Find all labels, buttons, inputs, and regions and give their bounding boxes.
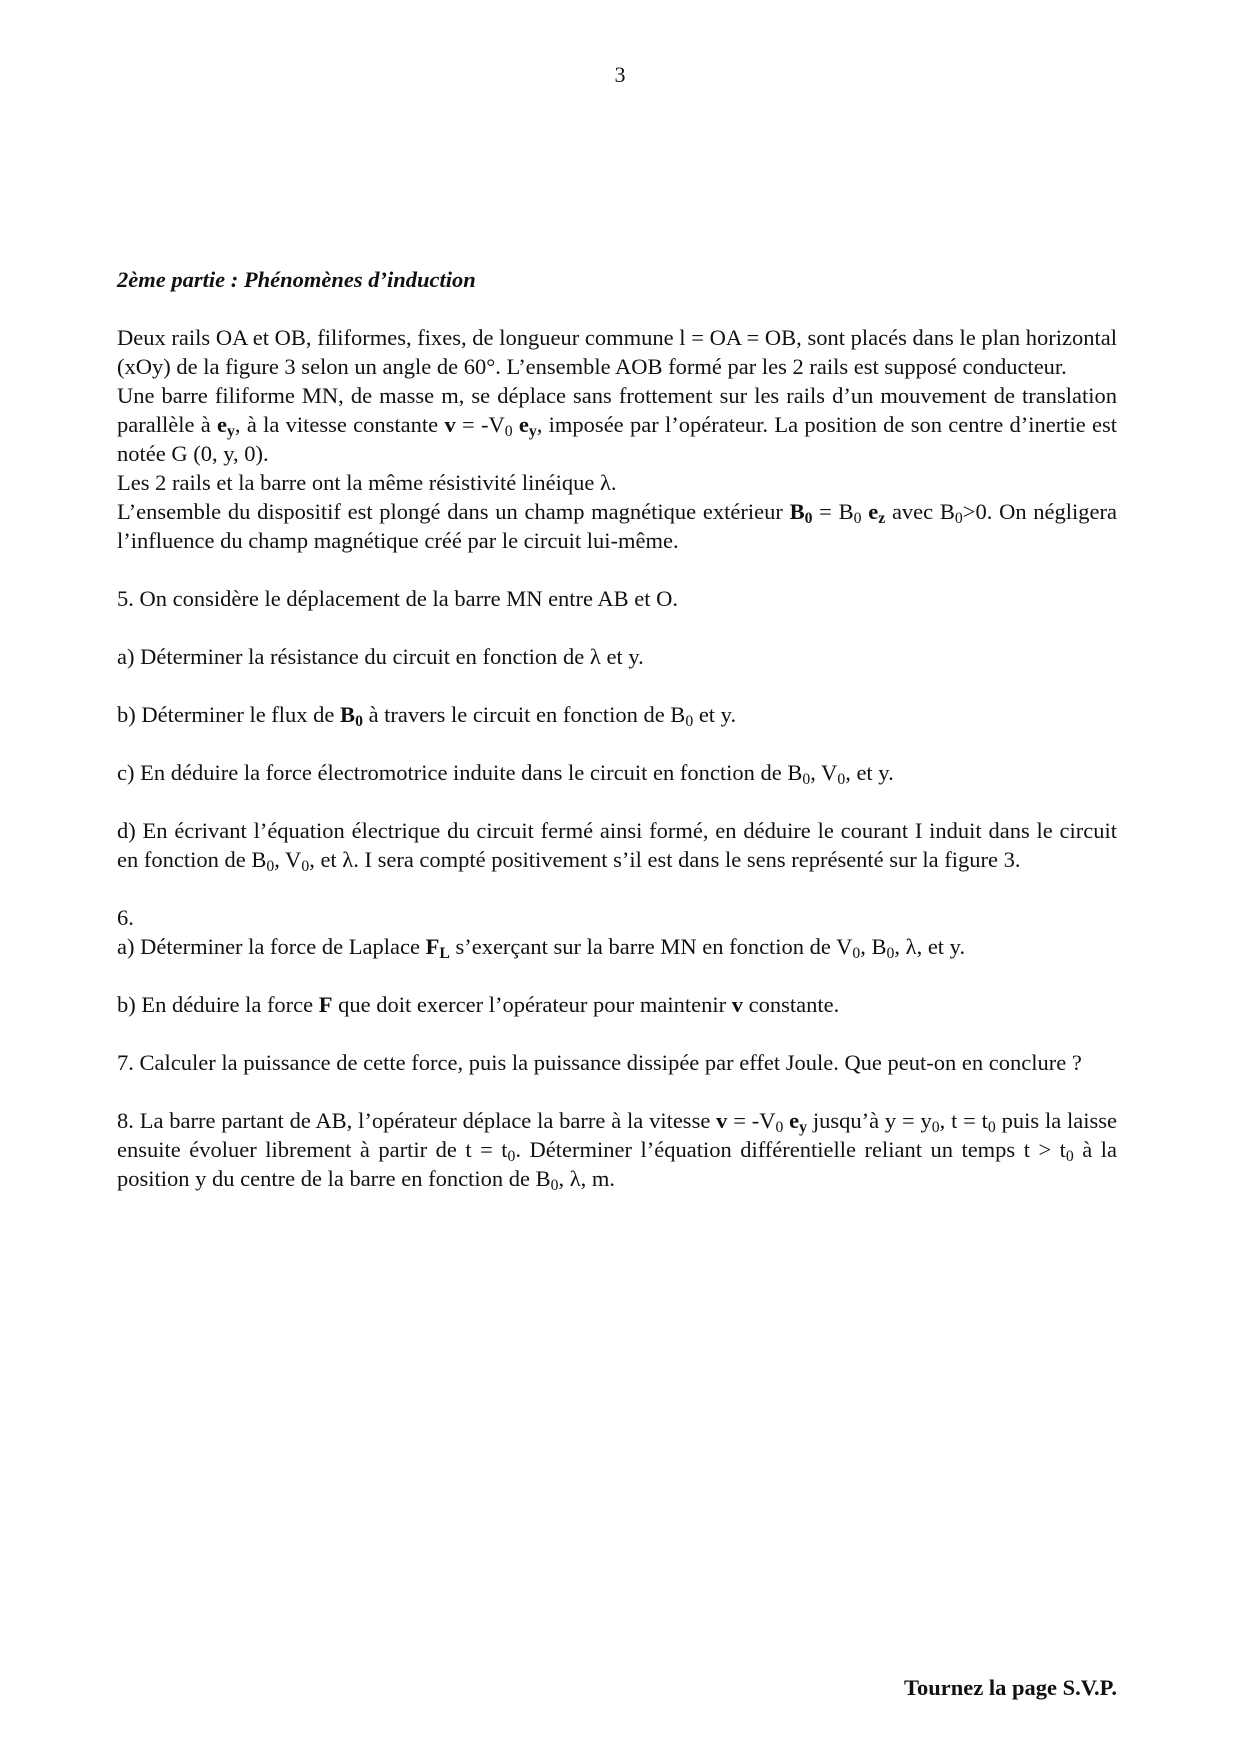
question-6a: a) Déterminer la force de Laplace $F_L$ s’exerçant sur la barre MN en fonction de $V_0$, $B_0$, λ, et y. [117,934,966,962]
question-5a: a) Déterminer la résistance du circuit en fonction de λ et y. [117,644,644,669]
section-title: 2ème partie : Phénomènes d’induction [117,267,476,292]
intro-paragraph-1: Deux rails OA et OB, filiformes, fixes, de longueur commune l = OA = OB, sont placés dans le plan horizontal (xOy) de la figure 3 selon un angle de 60°. L’ensemble AOB formé par les 2 rails est supposé conducteur. [117,325,1117,379]
footer-turn-page: Tournez la page S.V.P. [904,1675,1117,1700]
question-6-intro: 6. [117,905,134,930]
question-5c: c) En déduire la force électromotrice induite dans le circuit en fonction de $B_0$, $V_0$, et y. [117,760,894,788]
intro-paragraph-4: L’ensemble du dispositif est plongé dans un champ magnétique extérieur $B_0 = B_0$ $e_z$ avec $B_0>0$. On négligera l’influence du champ magnétique créé par le circuit lui-même. [117,499,1118,553]
question-7: 7. Calculer la puissance de cette force, puis la puissance dissipée par effet Joule. Que peut-on en conclure ? [117,1050,1082,1075]
question-8: 8. La barre partant de AB, l’opérateur déplace la barre à la vitesse $v = -V_0$ $e_y$ jusqu’à $y = y_0$, $t = t_0$ puis la laisse ensuite évoluer librement à partir de $t = t_0$. Déterminer l’équation différentielle reliant un temps $t > t_0$ à la position y du centre de la barre en fonction de $B_0$, λ, m. [117,1108,1117,1194]
page-content [117,265,1117,1193]
intro-paragraph-2: Une barre filiforme MN, de masse m, se déplace sans frottement sur les rails d’un mouvement de translation parallèle à $e_y$, à la vitesse constante $v = -V_0$ $e_y$, imposée par l’opérateur. La position de son centre d’inertie est notée G (0, y, 0). [117,383,1118,466]
question-5d: d) En écrivant l’équation électrique du circuit fermé ainsi formé, en déduire le courant I induit dans le circuit en fonction de $B_0$, $V_0$, et λ. I sera compté positivement s’il est dans le sens représenté sur la figure 3. [117,818,1117,875]
page-number: 3 [614,62,626,87]
question-5-intro: 5. On considère le déplacement de la barre MN entre AB et O. [117,586,679,611]
question-6b: b) En déduire la force F que doit exercer l’opérateur pour maintenir v constante. [117,992,840,1017]
intro-paragraph-3: Les 2 rails et la barre ont la même résistivité linéique λ. [117,470,617,495]
question-5b: b) Déterminer le flux de $B_0$ à travers le circuit en fonction de $B_0$ et y. [117,702,737,730]
